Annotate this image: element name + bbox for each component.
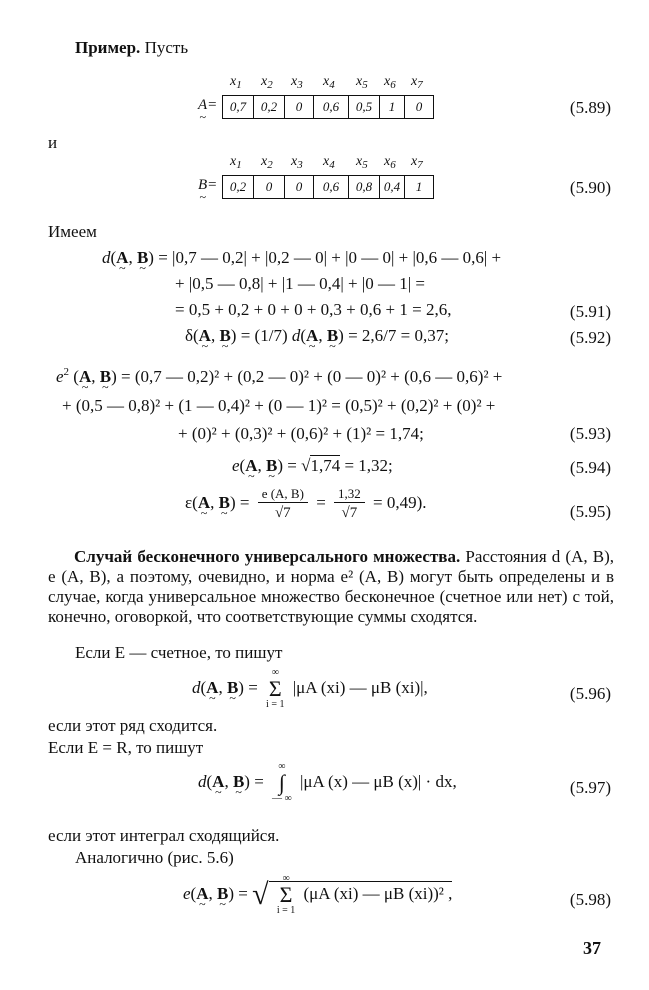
set-b-value-6: 0,4 bbox=[380, 176, 405, 198]
set-a-value-3: 0 bbox=[285, 96, 314, 118]
eq-number-5-92: (5.92) bbox=[569, 328, 611, 347]
set-b-header-5: $x_5$ bbox=[356, 154, 368, 171]
eq-number-5-90: (5.90) bbox=[569, 178, 611, 197]
eq96: d(A ~, B ~) = ∞ Σ i = 1 |μA (xi) — μB (xi)|, bbox=[192, 668, 428, 710]
eq93-line2: + (0,5 — 0,8)² + (1 — 0,4)² + (0 — 1)² = (0,5)² + (0,2)² + (0)² + bbox=[62, 396, 496, 415]
set-b-value-1: 0,2 bbox=[223, 176, 254, 198]
set-b-header-6: $x_6$ bbox=[384, 154, 396, 171]
eq-number-5-96: (5.96) bbox=[569, 684, 611, 703]
set-b-label: B ~= bbox=[198, 177, 217, 194]
eq-number-5-89: (5.89) bbox=[569, 98, 611, 117]
eq-number-5-95: (5.95) bbox=[569, 502, 611, 521]
set-a-header-5: $x_5$ bbox=[356, 74, 368, 91]
set-b-value-3: 0 bbox=[285, 176, 314, 198]
paragraph-integral: если этот интеграл сходящийся. bbox=[48, 826, 280, 845]
set-a-label: A ~= bbox=[198, 97, 217, 114]
set-b-value-7: 1 bbox=[415, 179, 423, 194]
eq-number-5-94: (5.94) bbox=[569, 458, 611, 477]
set-a-value-2: 0,2 bbox=[254, 96, 285, 118]
example-intro bbox=[75, 38, 188, 58]
eq95: ε(A ~, B ~) = $\frac{e (A, B)}{√7}$ = $\frac{1,32}{√7}$ = 0,49). bbox=[185, 486, 427, 522]
set-a-header-7: $x_7$ bbox=[411, 74, 423, 91]
eq97: d(A ~, B ~) = ∞ ∫ — ∞ |μA (x) — μB (x)| · dx, bbox=[198, 762, 457, 804]
eq91-line2: + |0,5 — 0,8| + |1 — 0,4| + |0 — 1| = bbox=[175, 274, 426, 293]
set-a-value-7: 0 bbox=[415, 99, 423, 114]
eq93-line3: + (0)² + (0,3)² + (0,6)² + (1)² = 1,74; bbox=[178, 424, 424, 443]
section-paragraph bbox=[48, 547, 614, 627]
eq94: e(A ~, B ~) = √1,74 = 1,32; bbox=[232, 456, 393, 476]
set-a-grid bbox=[222, 95, 434, 119]
eq91-line3: = 0,5 + 0,2 + 0 + 0 + 0,3 + 0,6 + 1 = 2,6, bbox=[175, 300, 452, 319]
set-a-header-4: $x_4$ bbox=[323, 74, 335, 91]
set-b-header-1: $x_1$ bbox=[230, 154, 242, 171]
set-a-value-4: 0,6 bbox=[314, 96, 349, 118]
set-b-value-5: 0,8 bbox=[349, 176, 380, 198]
paragraph-real: Если E = R, то пишут bbox=[48, 738, 204, 757]
set-a-header-1: $x_1$ bbox=[230, 74, 242, 91]
set-a-value-6: 1 bbox=[380, 96, 405, 118]
set-b-header-2: $x_2$ bbox=[261, 154, 273, 171]
and-word: и bbox=[48, 133, 58, 152]
eq91-line1: d(A ~, B ~) = |0,7 — 0,2| + |0,2 — 0| + |0 — 0| + |0,6 — 0,6| + bbox=[102, 248, 501, 268]
set-a-value-5: 0,5 bbox=[349, 96, 380, 118]
set-b-header-3: $x_3$ bbox=[291, 154, 303, 171]
eq98: e(A ~, B ~) = √ ∞ Σ i = 1 (μA (xi) — μB (xi))² , bbox=[183, 874, 452, 916]
eq-number-5-98: (5.98) bbox=[569, 890, 611, 909]
eq-number-5-93: (5.93) bbox=[569, 424, 611, 443]
eq92: δ(A ~, B ~) = (1/7) d(A ~, B ~) = 2,6/7 = 0,37; bbox=[185, 326, 449, 346]
set-a-header-2: $x_2$ bbox=[261, 74, 273, 91]
paragraph-countable: Если E — счетное, то пишут bbox=[75, 643, 283, 662]
section-text: Расстояния d (A, B), e (A, B), а поэтому, очевидно, и норма e² (A, B) могут быть определены и в случае, когда универсальное множество бесконечное (счетное или нет) с той, конечно, оговоркой, что соответствующие суммы сходятся. bbox=[48, 547, 614, 626]
paragraph-similarly: Аналогично (рис. 5.6) bbox=[75, 848, 234, 867]
paragraph-series: если этот ряд сходится. bbox=[48, 716, 218, 735]
set-a-header-6: $x_6$ bbox=[384, 74, 396, 91]
eq-number-5-97: (5.97) bbox=[569, 778, 611, 797]
example-text: Пусть bbox=[144, 38, 189, 57]
set-b-value-4: 0,6 bbox=[314, 176, 349, 198]
set-b-value-2: 0 bbox=[254, 176, 285, 198]
page-number: 37 bbox=[583, 938, 601, 958]
set-b-header-7: $x_7$ bbox=[411, 154, 423, 171]
have-word: Имеем bbox=[48, 222, 97, 241]
set-a-header-3: $x_3$ bbox=[291, 74, 303, 91]
example-label: Пример. bbox=[75, 38, 141, 57]
eq-number-5-91: (5.91) bbox=[569, 302, 611, 321]
set-a-value-1: 0,7 bbox=[223, 96, 254, 118]
set-b-grid bbox=[222, 175, 434, 199]
eq93-line1: $e^2$ (A ~, B ~) = (0,7 — 0,2)² + (0,2 — 0)² + (0 — 0)² + (0,6 — 0,6)² + bbox=[56, 366, 502, 387]
set-b-header-4: $x_4$ bbox=[323, 154, 335, 171]
section-title: Случай бесконечного универсального множества. bbox=[74, 547, 461, 566]
